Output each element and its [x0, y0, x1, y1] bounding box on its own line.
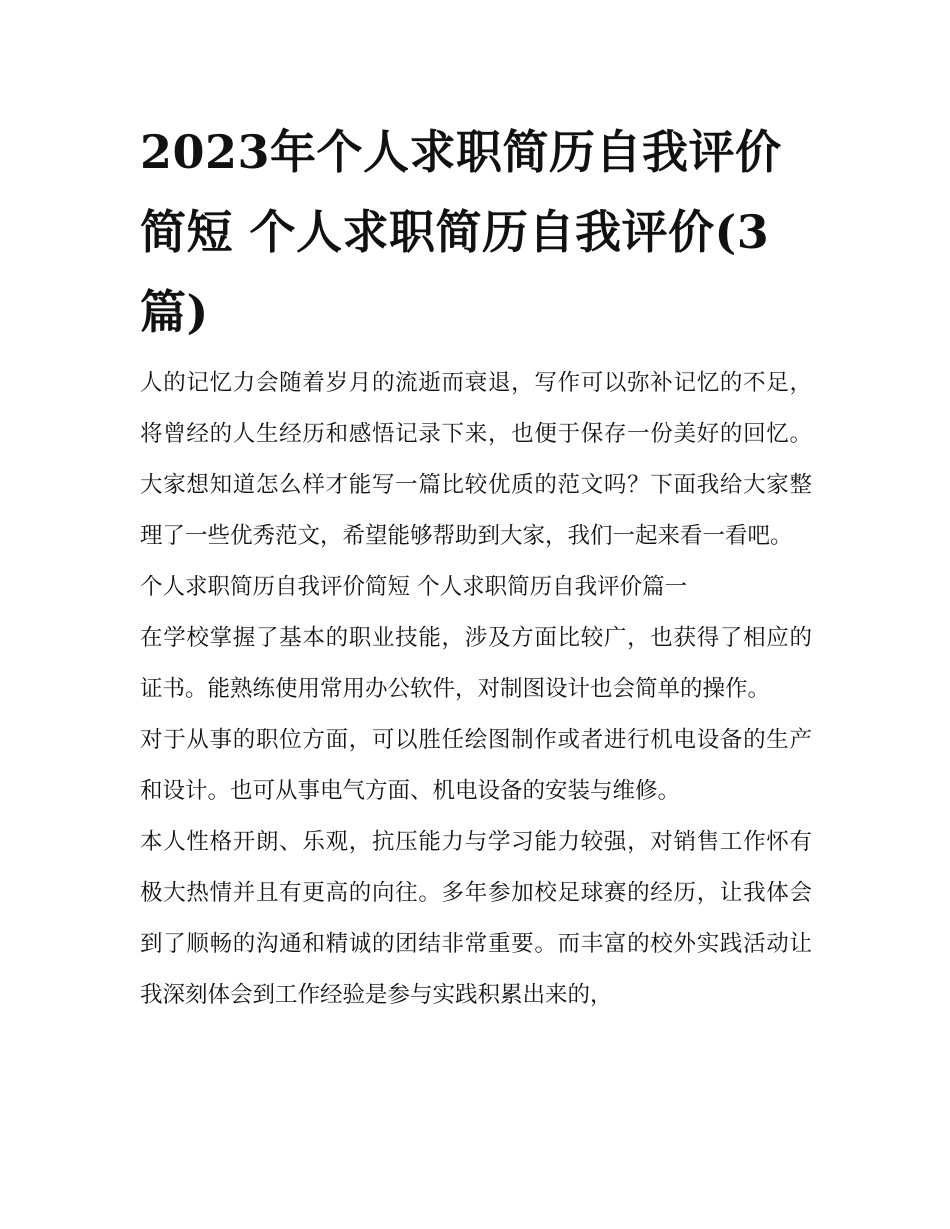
document-title: 2023年个人求职简历自我评价简短 个人求职简历自我评价(3篇) [140, 125, 782, 339]
document-body [140, 358, 812, 1021]
body-paragraph-personality: 本人性格开朗、乐观，抗压能力与学习能力较强，对销售工作怀有极大热情并且有更高的向往。多年参加校足球赛的经历，让我体会到了顺畅的沟通和精诚的团结非常重要。而丰富的校外实践活动让我深刻体会到工作经验是参与实践积累出来的， [140, 829, 812, 1008]
document-page [140, 112, 812, 1021]
body-paragraph-skills: 在学校掌握了基本的职业技能，涉及方面比较广，也获得了相应的证书。能熟练使用常用办公软件，对制图设计也会简单的操作。 [140, 625, 812, 702]
section-heading: 个人求职简历自我评价简短 个人求职简历自我评价篇一 [140, 574, 688, 600]
intro-paragraph: 人的记忆力会随着岁月的流逝而衰退，写作可以弥补记忆的不足，将曾经的人生经历和感悟记录下来，也便于保存一份美好的回忆。大家想知道怎么样才能写一篇比较优质的范文吗？下面我给大家整理了一些优秀范文，希望能够帮助到大家，我们一起来看一看吧。 [140, 370, 812, 549]
body-paragraph-position: 对于从事的职位方面，可以胜任绘图制作或者进行机电设备的生产和设计。也可从事电气方面、机电设备的安装与维修。 [140, 727, 812, 804]
